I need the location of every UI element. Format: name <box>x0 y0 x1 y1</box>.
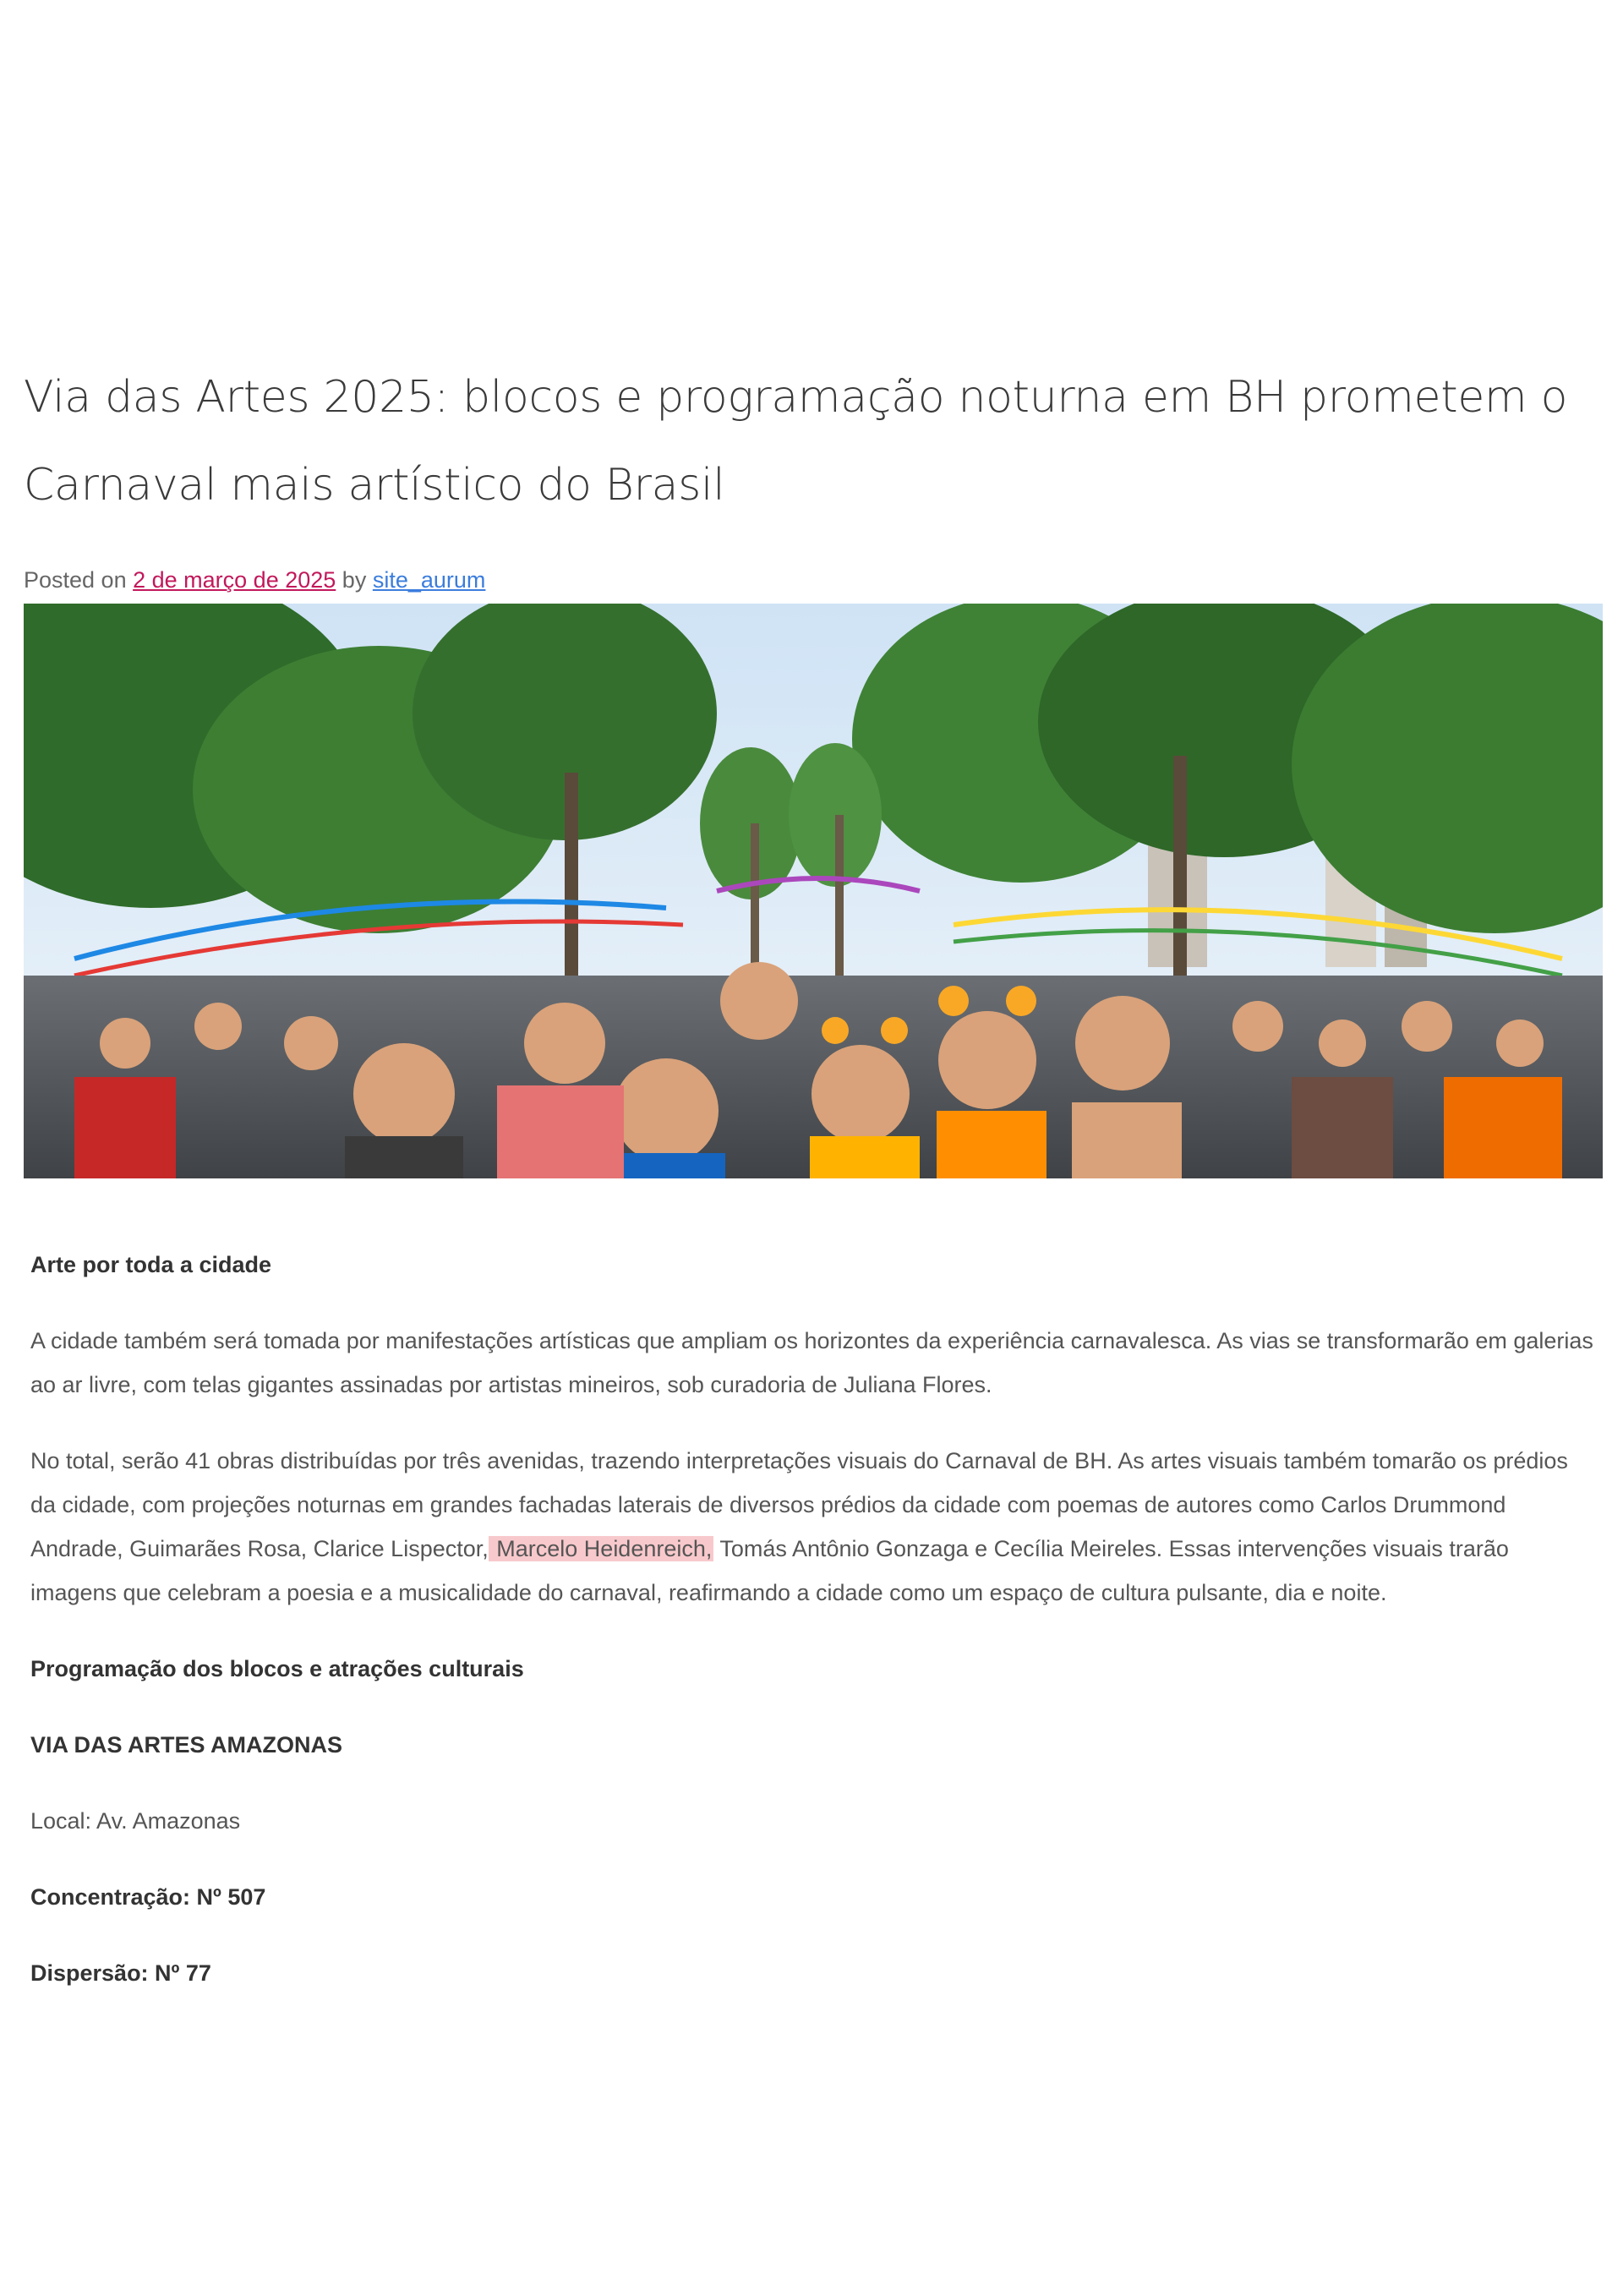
post-content <box>30 1243 1596 2027</box>
block-dispersion: Dispersão: Nº 77 <box>30 1960 211 1986</box>
post-meta <box>24 565 485 595</box>
block-concentration: Concentração: Nº 507 <box>30 1884 266 1910</box>
posted-on-label: Posted on <box>24 567 127 593</box>
post-author-link[interactable]: site_aurum <box>372 567 486 593</box>
paragraph-2-text: No total, serão 41 obras distribuídas por três avenidas, trazendo interpretações visuais do Carnaval de BH. As artes visuais também tomarão os prédios da cidade, com projeções noturnas em grandes fachadas laterais de diversos prédios da cidade com poemas de autores como Carlos Drummond Andrade, Guimarães Rosa, Clarice Lispector, <box>30 1448 1568 1561</box>
hero-image-illustration <box>24 604 1603 1178</box>
paragraph-2 <box>30 1439 1596 1615</box>
post-date-link[interactable]: 2 de março de 2025 <box>133 567 336 593</box>
post-title: Via das Artes 2025: blocos e programação noturna em BH prometem o Carnaval mais artístico do Brasil <box>24 372 1568 511</box>
block-location: Local: Av. Amazonas <box>30 1808 241 1834</box>
block-name: VIA DAS ARTES AMAZONAS <box>30 1732 343 1758</box>
by-label: by <box>342 567 367 593</box>
hero-image <box>24 604 1603 1178</box>
paragraph-2-text-end: Tomás Antônio Gonzaga e Cecília Meireles. Essas intervenções visuais trarão imagens que celebram a poesia e a musicalidade do carnaval, reafirmando a cidade como um espaço de cultura pulsante, dia e noite. <box>30 1536 1509 1605</box>
paragraph-1: A cidade também será tomada por manifestações artísticas que ampliam os horizontes da experiência carnavalesca. As vias se transformarão em galerias ao ar livre, com telas gigantes assinadas por artistas mineiros, sob curadoria de Juliana Flores. <box>30 1328 1593 1397</box>
highlighted-name: Marcelo Heidenreich, <box>489 1536 713 1561</box>
section-heading-arte: Arte por toda a cidade <box>30 1252 272 1277</box>
section-heading-programacao: Programação dos blocos e atrações culturais <box>30 1656 524 1681</box>
